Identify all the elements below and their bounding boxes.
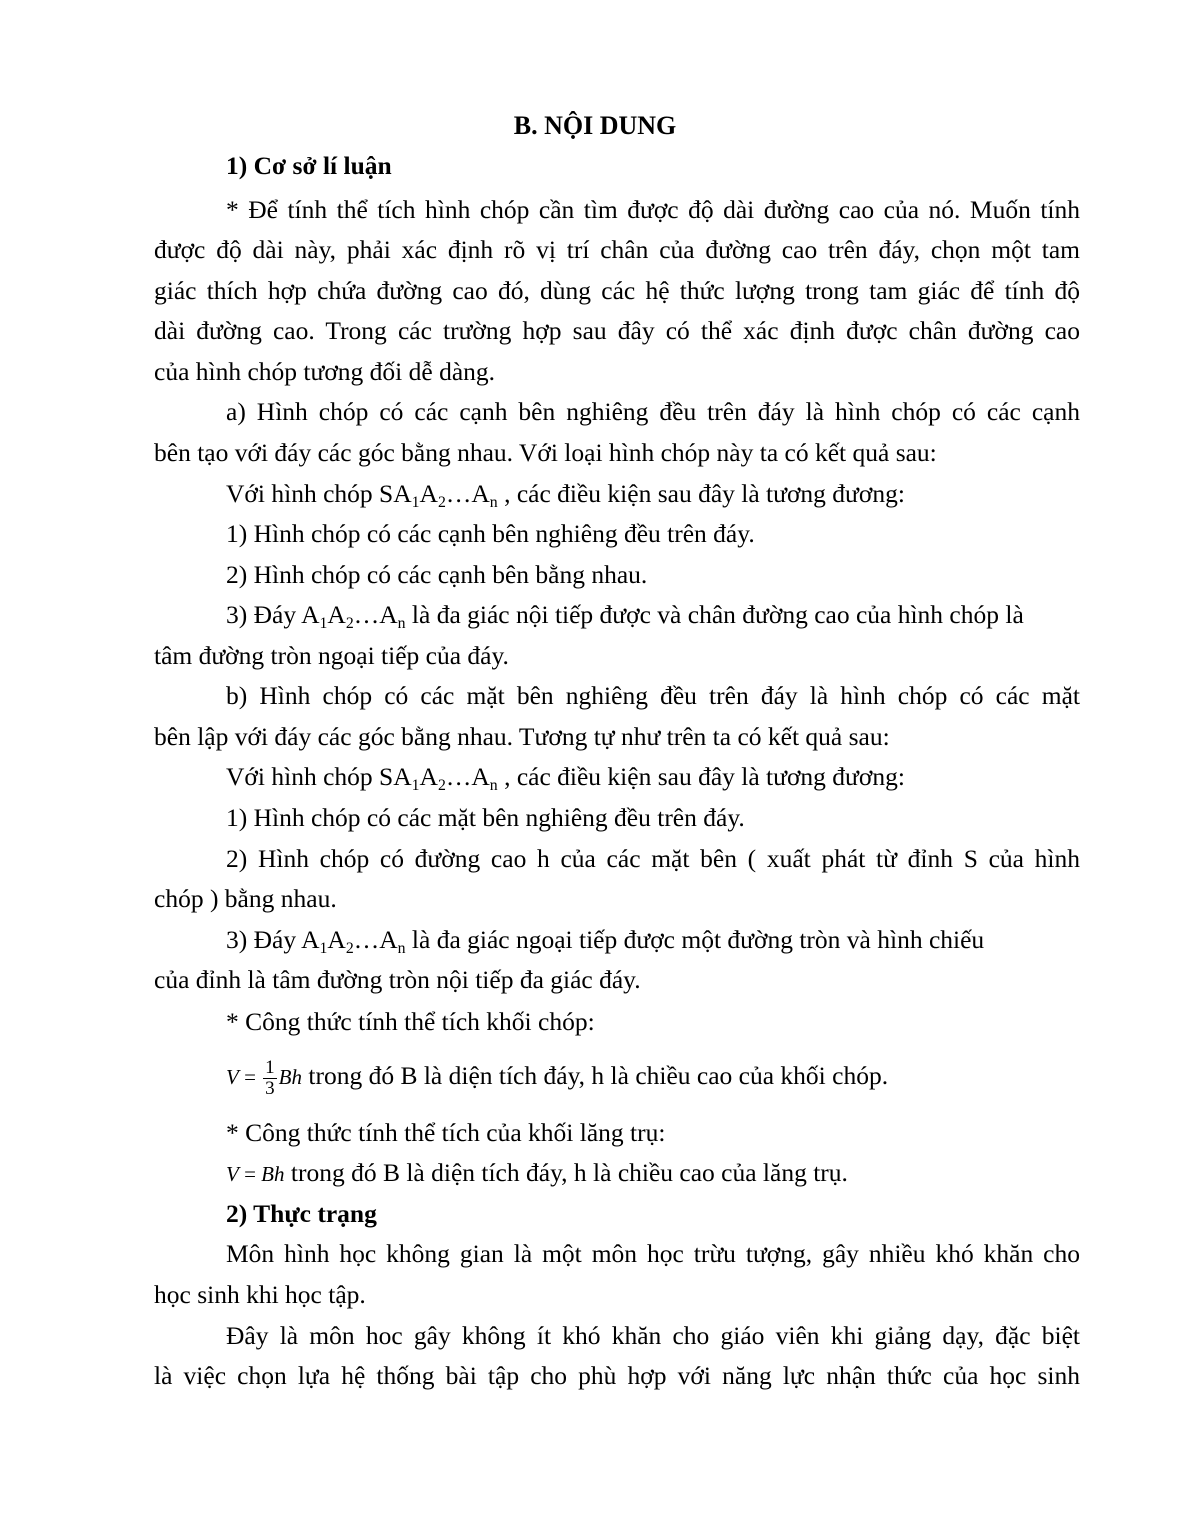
vertex-a2: A [327,925,346,954]
formula-v: V [226,1162,239,1186]
formula-bh: Bh [261,1162,285,1186]
prism-formula-desc: trong đó B là diện tích đáy, h là chiều cao của lăng trụ. [284,1158,848,1187]
formula-bh: Bh [278,1065,302,1089]
prism-formula-row [226,1157,848,1190]
vertex-a2: A [327,600,346,629]
reality-p1-line-2: học sinh khi học tập. [154,1280,366,1309]
subscript-n: n [489,494,498,512]
case-a-line-2: bên tạo với đáy các góc bằng nhau. Với loại hình chóp này ta có kết quả sau: [154,438,937,467]
subscript-2: 2 [437,494,446,512]
case-b-item-1: 1) Hình chóp có các mặt bên nghiêng đều trên đáy. [226,803,745,832]
ellipsis-an: …A [353,925,398,954]
case-a-item-3 [226,599,1080,635]
item-3-text [226,599,1024,635]
fraction-one-third [263,1058,277,1099]
ellipsis-an: …A [445,762,490,791]
case-a-condition [226,478,905,514]
intro-line-2: được độ dài này, phải xác định rõ vị trí chân của đường cao trên đáy, chọn một tam [154,235,1080,264]
subscript-1: 1 [319,615,328,633]
pyramid-formula-desc: trong đó B là diện tích đáy, h là chiều cao của khối chóp. [302,1061,889,1090]
subscript-2: 2 [345,615,354,633]
case-b-line-1: b) Hình chóp có các mặt bên nghiêng đều trên đáy là hình chóp có các mặt [226,681,1080,710]
vertex-a2: A [419,479,438,508]
fraction-denominator: 3 [265,1077,275,1099]
reality-p2-line-1: Đây là môn hoc gây không ít khó khăn cho giáo viên khi giảng dạy, đặc biệt [226,1321,1080,1350]
subscript-n: n [397,615,406,633]
case-b-item-3 [226,924,1080,960]
heading-reality: 2) Thực trạng [226,1199,377,1228]
ellipsis-an: …A [353,600,398,629]
vertex-a2: A [419,762,438,791]
case-b-condition [226,761,905,797]
heading-theory: 1) Cơ sở lí luận [226,151,392,180]
ellipsis-an: …A [445,479,490,508]
subscript-2: 2 [345,940,354,958]
intro-line-5: của hình chóp tương đối dễ dàng. [154,357,496,386]
subscript-1: 1 [411,494,420,512]
subscript-n: n [489,777,498,795]
case-b-item-2-line-1: 2) Hình chóp có đường cao h của các mặt bên ( xuất phát từ đỉnh S của hình [226,844,1080,873]
case-b-line-2: bên lập với đáy các góc bằng nhau. Tương tự như trên ta có kết quả sau: [154,722,890,751]
intro-line-4: dài đường cao. Trong các trường hợp sau đây có thể xác định được chân đường cao [154,316,1080,345]
intro-line-3: giác thích hợp chứa đường cao đó, dùng các hệ thức lượng trong tam giác để tính độ [154,276,1080,305]
subscript-1: 1 [319,940,328,958]
case-a-item-1: 1) Hình chóp có các cạnh bên nghiêng đều trên đáy. [226,519,755,548]
condition-prefix: Với hình chóp SA [226,762,412,791]
formula-equals: = [238,1162,262,1186]
subscript-1: 1 [411,777,420,795]
prism-formula-label: * Công thức tính thể tích của khối lăng trụ: [226,1118,666,1147]
case-a-line-1: a) Hình chóp có các cạnh bên nghiêng đều trên đáy là hình chóp có các cạnh [226,397,1080,426]
fraction-numerator: 1 [265,1056,275,1078]
item-3-suffix: là đa giác ngoại tiếp được một đường tròn và hình chiếu [405,925,985,954]
subscript-2: 2 [437,777,446,795]
item-3-prefix: 3) Đáy A [226,600,320,629]
case-a-item-3-line-2: tâm đường tròn ngoại tiếp của đáy. [154,641,509,670]
formula-equals: = [238,1065,262,1089]
case-b-item-3-line-2: của đỉnh là tâm đường tròn nội tiếp đa giác đáy. [154,965,641,994]
case-b-item-2-line-2: chóp ) bằng nhau. [154,884,337,913]
formula-v: V [226,1065,239,1089]
item-3-suffix: là đa giác nội tiếp được và chân đường cao của hình chóp là [405,600,1024,629]
condition-suffix: , các điều kiện sau đây là tương đương: [497,762,905,791]
reality-p1-line-1: Môn hình học không gian là một môn học trừu tượng, gây nhiều khó khăn cho [226,1239,1080,1268]
subscript-n: n [397,940,406,958]
intro-line-1: * Để tính thể tích hình chóp cần tìm được độ dài đường cao của nó. Muốn tính [226,195,1080,224]
condition-prefix: Với hình chóp SA [226,479,412,508]
pyramid-formula-row [226,1044,888,1108]
condition-suffix: , các điều kiện sau đây là tương đương: [497,479,905,508]
section-title: B. NỘI DUNG [513,111,677,140]
item-3-prefix: 3) Đáy A [226,925,320,954]
pyramid-formula-label: * Công thức tính thể tích khối chóp: [226,1007,595,1036]
case-a-item-2: 2) Hình chóp có các cạnh bên bằng nhau. [226,560,648,589]
reality-p2-line-2: là việc chọn lựa hệ thống bài tập cho phù hợp với năng lực nhận thức của học sinh [154,1361,1080,1390]
